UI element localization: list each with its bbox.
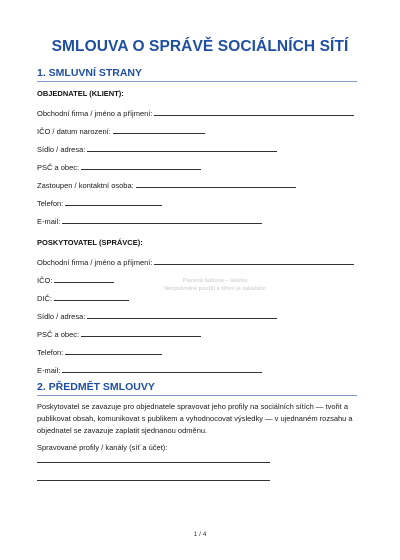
provider-address-field[interactable] xyxy=(37,311,277,321)
client-phone-field[interactable] xyxy=(37,198,162,208)
provider-email-label: E-mail: xyxy=(37,366,61,375)
provider-address-blank[interactable] xyxy=(87,311,277,319)
client-postal-blank[interactable] xyxy=(81,162,201,170)
profiles-label: Spravované profily / kanály (síť a účet): xyxy=(37,443,168,452)
provider-email-blank[interactable] xyxy=(62,365,262,373)
profiles-line-2[interactable] xyxy=(37,480,270,481)
client-name-label: Obchodní firma / jméno a příjmení: xyxy=(37,109,153,118)
provider-heading: POSKYTOVATEL (SPRÁVCE): xyxy=(37,238,143,247)
client-name-blank[interactable] xyxy=(154,108,354,116)
client-contact-label: Zastoupen / kontaktní osoba: xyxy=(37,181,134,190)
provider-name-label: Obchodní firma / jméno a příjmení: xyxy=(37,258,153,267)
section-2-rule xyxy=(37,395,357,396)
client-contact-field[interactable] xyxy=(37,180,296,190)
client-phone-blank[interactable] xyxy=(65,198,162,206)
provider-postal-field[interactable] xyxy=(37,329,201,339)
section-1-rule xyxy=(37,81,357,82)
provider-dic-field[interactable] xyxy=(37,293,129,303)
sample-stamp-line-1: Placená šablona – ukázka xyxy=(182,278,248,284)
provider-email-field[interactable] xyxy=(37,365,262,375)
section-2-heading: 2. PŘEDMĚT SMLOUVY xyxy=(37,381,155,393)
provider-dic-label: DIČ: xyxy=(37,294,52,303)
client-email-label: E-mail: xyxy=(37,217,61,226)
subject-paragraph: Poskytovatel se zavazuje pro objednatele spravovat jeho profily na sociálních sítích — tvořit a publikovat obsah, komunikovat s publikem a vyhodnocovat výsledky — v ujednaném rozsahu a objednatel se zavazuje zaplatit sjednanou odměnu. xyxy=(37,402,353,435)
profiles-line-1[interactable] xyxy=(37,462,270,463)
client-heading: OBJEDNATEL (KLIENT): xyxy=(37,89,124,98)
client-email-blank[interactable] xyxy=(62,216,262,224)
provider-name-blank[interactable] xyxy=(154,257,354,265)
section-1-heading: 1. SMLUVNÍ STRANY xyxy=(37,67,143,79)
provider-postal-blank[interactable] xyxy=(81,329,201,337)
client-id-blank[interactable] xyxy=(113,126,205,134)
client-contact-blank[interactable] xyxy=(136,180,296,188)
sample-stamp xyxy=(150,277,280,293)
client-address-field[interactable] xyxy=(37,144,277,154)
provider-name-field[interactable] xyxy=(37,257,354,267)
provider-phone-blank[interactable] xyxy=(65,347,162,355)
sample-stamp-line-2: Neoprávněné použití a šíření je zakázáno xyxy=(164,286,266,292)
provider-dic-blank[interactable] xyxy=(54,293,129,301)
client-id-field[interactable] xyxy=(37,126,205,136)
client-postal-field[interactable] xyxy=(37,162,201,172)
client-id-label: IČO / datum narození: xyxy=(37,127,111,136)
provider-postal-label: PSČ a obec: xyxy=(37,330,80,339)
client-address-label: Sídlo / adresa: xyxy=(37,145,86,154)
provider-ico-field[interactable] xyxy=(37,275,114,285)
provider-phone-label: Telefon: xyxy=(37,348,64,357)
page-number: 1 / 4 xyxy=(193,531,207,538)
client-address-blank[interactable] xyxy=(87,144,277,152)
document-title: SMLOUVA O SPRÁVĚ SOCIÁLNÍCH SÍTÍ xyxy=(51,38,349,55)
provider-address-label: Sídlo / adresa: xyxy=(37,312,86,321)
provider-ico-blank[interactable] xyxy=(54,275,114,283)
provider-phone-field[interactable] xyxy=(37,347,162,357)
client-email-field[interactable] xyxy=(37,216,262,226)
client-name-field[interactable] xyxy=(37,108,354,118)
provider-ico-label: IČO: xyxy=(37,276,53,285)
client-phone-label: Telefon: xyxy=(37,199,64,208)
client-postal-label: PSČ a obec: xyxy=(37,163,80,172)
